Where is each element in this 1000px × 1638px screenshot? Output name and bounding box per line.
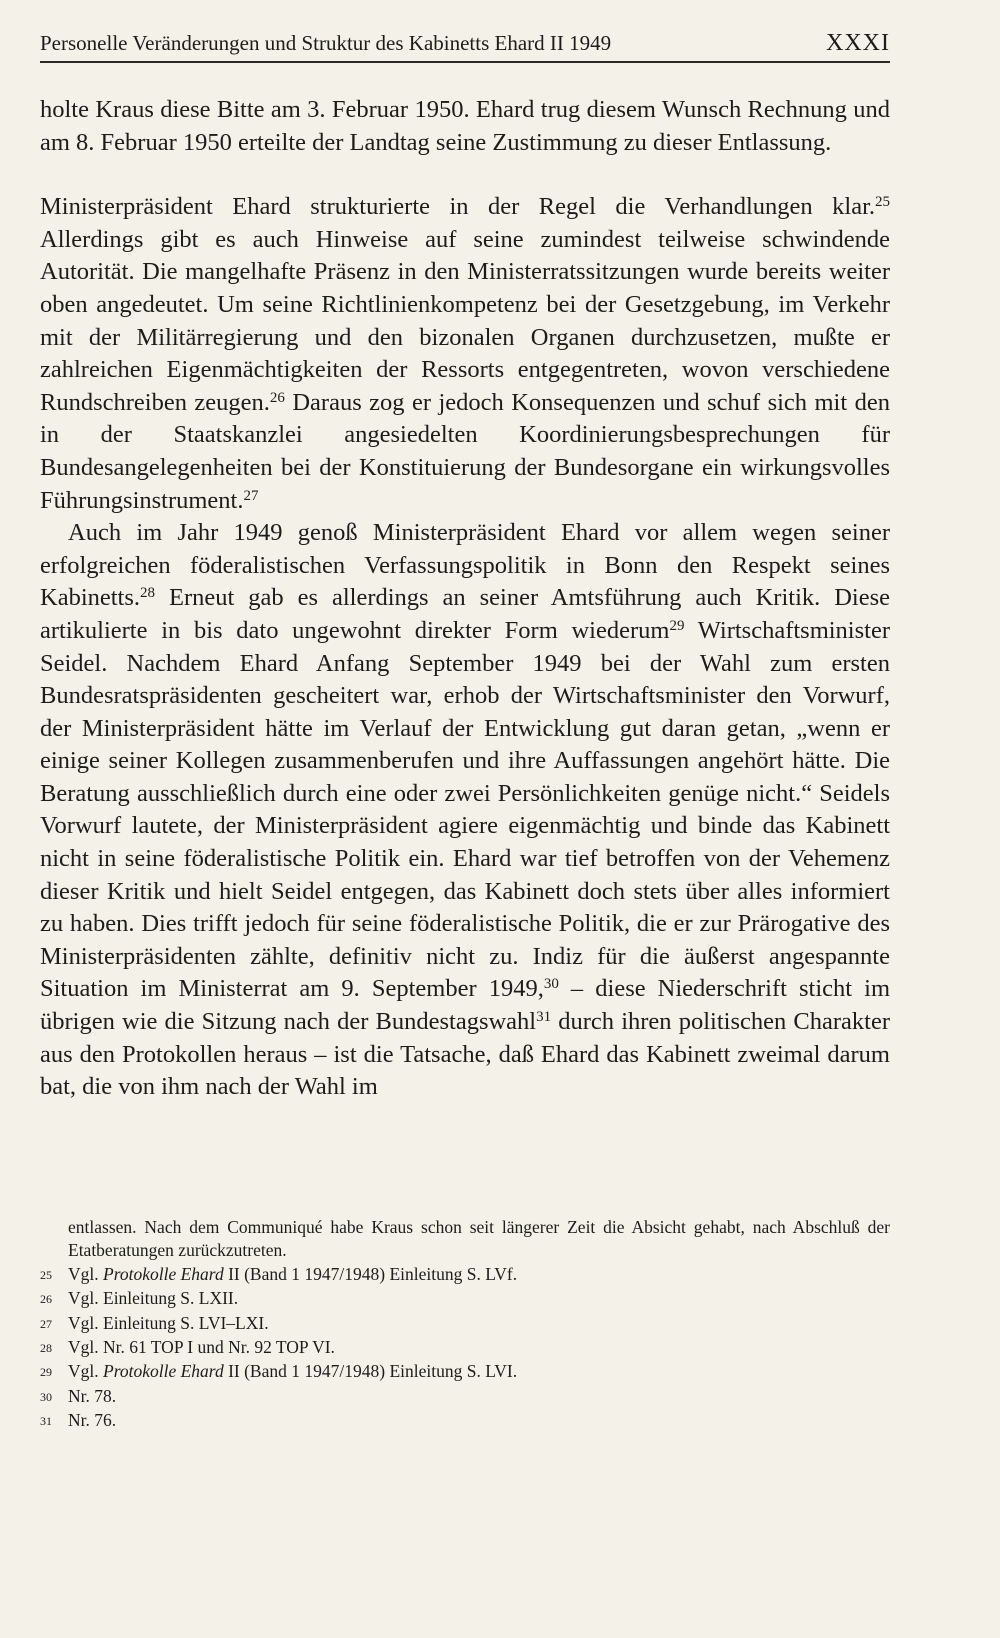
page-number: XXXI [826, 30, 890, 56]
footnotes [40, 1216, 890, 1434]
footnote-text-post: II (Band 1 1947/1948) Einleitung S. LVf. [223, 1263, 518, 1284]
footnote-text-pre: Nr. 78. [68, 1385, 117, 1406]
footnote-number: 29 [40, 1365, 52, 1380]
footnote-ref-28[interactable]: 28 [140, 585, 156, 602]
paragraph-1: holte Kraus diese Bitte am 3. Februar 1950. Ehard trug diesem Wunsch Rechnung und am 8. Februar 1950 erteilte der Landtag seine Zustimmung zu dieser Entlassung. [40, 96, 890, 156]
footnote-number: 30 [40, 1389, 52, 1404]
footnote-29 [40, 1360, 890, 1384]
paragraph-3-text-b: Erneut gab es allerdings an seiner Amtsführung auch Kritik. Diese artikulierte in bis dato ungewohnt direkter Form wiederum [40, 584, 890, 644]
paragraph-2-text-a: Ministerpräsident Ehard strukturierte in der Regel die Verhandlungen klar. [40, 193, 875, 221]
footnote-number: 26 [40, 1292, 52, 1307]
footnote-ref-29[interactable]: 29 [669, 617, 685, 634]
footnote-text [68, 1385, 890, 1409]
running-title: Personelle Veränderungen und Struktur des Kabinetts Ehard II 1949 [40, 31, 612, 55]
footnote-ref-26[interactable]: 26 [269, 389, 285, 406]
paragraph-3-text-c: Wirtschaftsminister Seidel. Nachdem Ehard Anfang September 1949 bei der Wahl zum ersten Bundesratspräsidenten gescheitert war, erhob der Wirtschaftsminister den Vorwurf, der Ministerpräsident hätte im Verlauf der Entwicklung gut daran getan, „wenn er einige seiner Kollegen zusammenberufen und ihre Auffassungen angehört hätte. Die Beratung ausschließlich durch eine oder zwei Persönlichkeiten genüge nicht.“ Seidels Vorwurf lautete, der Ministerpräsident agiere eigenmächtig und binde das Kabinett nicht in seine föderalistische Politik ein. Ehard war tief betroffen von der Vehemenz dieser Kritik und hielt Seidel entgegen, das Kabinett doch stets über alles informiert zu haben. Dies trifft jedoch für seine föderalistische Politik, die er zur Prärogative des Ministerpräsidenten zählte, definitiv nicht zu. Indiz für die äußerst angespannte Situation im Ministerrat am 9. September 1949, [40, 616, 890, 1003]
footnote-text-pre: Vgl. [68, 1263, 103, 1284]
footnote-ref-31[interactable]: 31 [536, 1009, 552, 1026]
paragraph-3-text-d: – diese Niederschrift sticht im übrigen wie die Sitzung nach der Bundestagswahl [40, 975, 891, 1036]
footnote-ref-25[interactable]: 25 [875, 194, 890, 211]
paragraph-3 [40, 517, 890, 1104]
footnote-number: 31 [40, 1414, 52, 1429]
footnote-number: 27 [40, 1316, 52, 1331]
footnote-text [68, 1409, 890, 1433]
paragraph-3-text-a: Auch im Jahr 1949 genoß Ministerpräsident Ehard vor allem wegen seiner erfolgreichen föderalistischen Verfassungspolitik in Bonn den Respekt seines Kabinetts. [40, 519, 890, 612]
footnote-text-post: II (Band 1 1947/1948) Einleitung S. LVI. [223, 1361, 518, 1382]
footnote-text [68, 1360, 890, 1384]
footnote-text-pre: Vgl. [68, 1361, 103, 1382]
footnote-text-pre: Vgl. Nr. 61 TOP I und Nr. 92 TOP VI. [68, 1337, 335, 1358]
paragraph-2-text-c: Daraus zog er jedoch Konsequenzen und schuf sich mit den in der Staatskanzlei angesiedelten Koordinierungsbesprechungen für Bundesangelegenheiten bei der Konstituierung der Bundesorgane ein wirkungsvolles Führungsinstrument. [40, 388, 890, 514]
paragraph-2 [40, 191, 890, 517]
footnote-25 [40, 1263, 890, 1287]
footnote-text-pre: Vgl. Einleitung S. LXII. [68, 1288, 239, 1309]
footnote-text-pre: Vgl. Einleitung S. LVI–LXI. [68, 1312, 269, 1333]
footnote-text [68, 1287, 890, 1311]
footnote-list [40, 1263, 890, 1434]
footnote-30 [40, 1385, 890, 1409]
footnote-text [68, 1263, 890, 1287]
footnote-continuation: entlassen. Nach dem Communiqué habe Kraus schon seit längerer Zeit die Absicht gehabt, nach Abschluß der Etatberatungen zurückzutreten. [68, 1217, 890, 1261]
footnote-text-italic: Protokolle Ehard [103, 1361, 224, 1382]
footnote-26 [40, 1287, 890, 1311]
footnote-text-italic: Protokolle Ehard [103, 1263, 224, 1284]
paragraph-3-text-e: durch ihren politischen Charakter aus den Protokollen heraus – ist die Tatsache, daß Ehard das Kabinett zweimal darum bat, die von ihm nach der Wahl im [40, 1008, 890, 1101]
paragraph-2-text-b: Allerdings gibt es auch Hinweise auf seine zumindest teilweise schwindende Autorität. Die mangelhafte Präsenz in den Ministerratssitzungen wurde bereits weiter oben angedeutet. Um seine Richtlinienkompetenz bei der Gesetzgebung, im Verkehr mit der Militärregierung und den bizonalen Organen durchzusetzen, mußte er zahlreichen Eigenmächtigkeiten der Ressorts entgegentreten, wovon verschiedene Rundschreiben zeugen. [40, 225, 890, 416]
footnote-number: 28 [40, 1341, 52, 1356]
footnote-ref-27[interactable]: 27 [243, 487, 259, 504]
footnote-text [68, 1312, 890, 1336]
running-head [40, 30, 890, 63]
footnote-number: 25 [40, 1267, 52, 1282]
footnote-31 [40, 1409, 890, 1433]
footnote-text [68, 1336, 890, 1360]
body-text [40, 94, 890, 1104]
footnote-text-pre: Nr. 76. [68, 1410, 117, 1431]
footnote-ref-30[interactable]: 30 [543, 976, 559, 993]
footnote-27 [40, 1312, 890, 1336]
footnote-28 [40, 1336, 890, 1360]
